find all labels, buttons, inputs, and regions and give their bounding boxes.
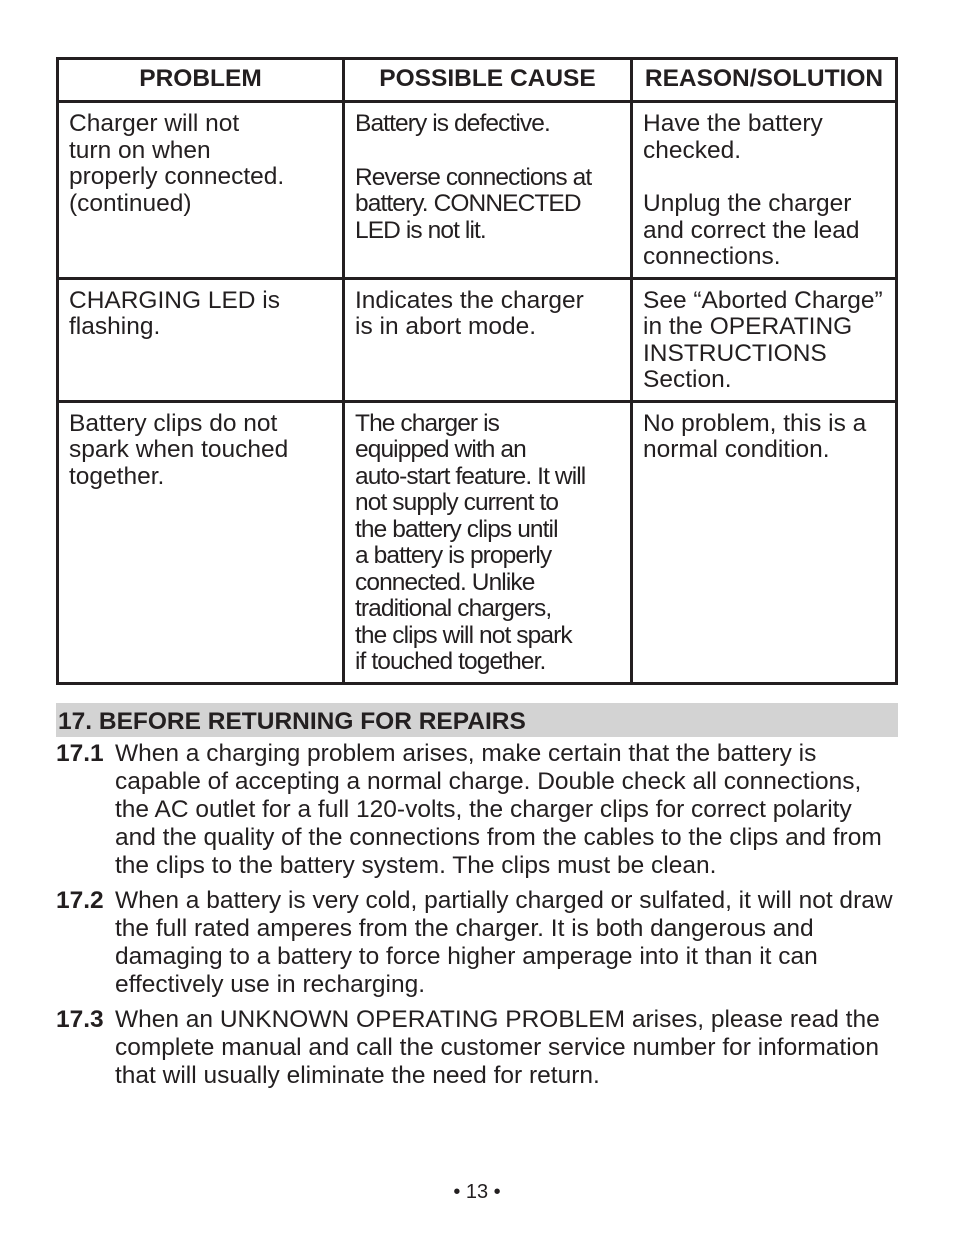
item-text: When an UNKNOWN OPERATING PROBLEM arises, please read the complete manual and call the customer service number for information that will usually eliminate the need for return. [115,1005,880,1089]
problem-text: CHARGING LED is flashing. [69,286,281,340]
problem-cell [58,102,344,279]
item-number: 17.1 [56,739,104,767]
cause-cell [344,102,632,279]
item-text: When a battery is very cold, partially charged or sulfated, it will not draw the full rated amperes from the charger. It is both dangerous and damaging to a battery to force higher amperage into it than it can effectively use in recharging. [115,886,893,998]
table-row [58,102,897,279]
list-item [56,740,898,880]
header-problem: PROBLEM [58,59,344,102]
table-row [58,278,897,401]
cause-cell [344,401,632,683]
section-number: 17. [58,707,93,735]
header-possible-cause: POSSIBLE CAUSE [344,59,632,102]
problem-cell [58,401,344,683]
page-number: • 13 • [453,1181,501,1203]
solution-text: Have the battery checked. [643,110,823,164]
solution-cell [632,401,897,683]
cause-cell [344,278,632,401]
cause-text: Battery is defective. [355,110,550,137]
problem-text: Charger will not turn on when properly connected. (continued) [69,110,285,217]
table-row [58,401,897,683]
item-number: 17.3 [56,1005,104,1033]
list-item [56,1006,898,1090]
problem-text: Battery clips do not spark when touched together. [69,409,289,490]
solution-text: No problem, this is a normal condition. [643,409,867,463]
item-text: When a charging problem arises, make certain that the battery is capable of accepting a normal charge. Double check all connections, the AC outlet for a full 120-volts, the charger clips for correct polarity and the quality of the connections from the cables to the clips and from the clips to the battery system. The clips must be clean. [115,739,882,879]
header-reason-solution: REASON/SOLUTION [632,59,897,102]
problem-cell [58,278,344,401]
cause-text: Indicates the charger is in abort mode. [355,286,584,340]
cause-text: The charger is equipped with an auto-start feature. It will not supply current to the battery clips until a battery is properly connected. Unlike traditional chargers, the clips will not spark if touched together. [355,409,586,675]
section-title: BEFORE RETURNING FOR REPAIRS [98,707,526,735]
table-header-row [58,59,897,102]
cause-text: Reverse connections at battery. CONNECTED LED is not lit. [355,163,592,244]
solution-cell [632,102,897,279]
solution-text: Unplug the charger and correct the lead connections. [643,190,860,270]
troubleshooting-table [56,57,898,685]
manual-page [56,57,898,1090]
list-item [56,887,898,999]
section-heading [56,703,898,737]
item-number: 17.2 [56,886,104,914]
solution-cell [632,278,897,401]
solution-text: See “Aborted Charge” in the OPERATING INSTRUCTIONS Section. [643,286,883,393]
